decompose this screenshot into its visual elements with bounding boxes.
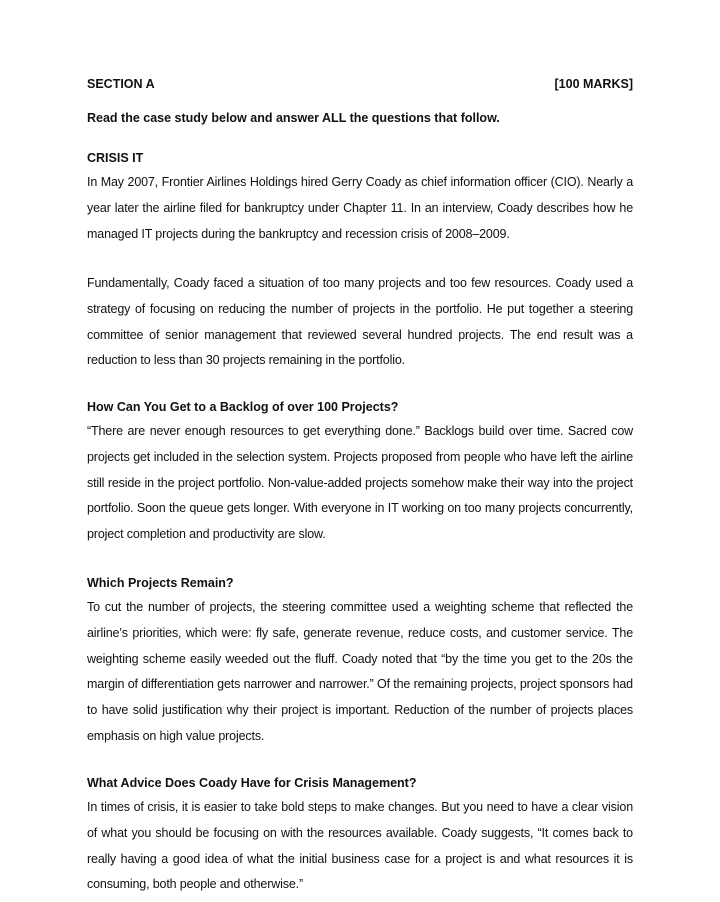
remaining-projects-paragraph: To cut the number of projects, the steering committee used a weighting scheme that reflected the airline’s priorities, which were: fly safe, generate revenue, reduce costs, and customer service. The weighting scheme easily weeded out the fluff. Coady noted that “by the time you get to the 20s the margin of differentiation gets narrower and narrower.” Of the remaining projects, project sponsors had to have solid justification why their project is important. Reduction of the number of projects places emphasis on high value projects. — [87, 600, 633, 743]
crisis-advice-heading: What Advice Does Coady Have for Crisis Management? — [87, 776, 417, 790]
backlog-section — [87, 397, 633, 548]
crisis-advice-paragraph: In times of crisis, it is easier to take bold steps to make changes. But you need to have a clear vision of what you should be focusing on with the resources available. Coady suggests, “It comes back to really having a good idea of what the initial business case for a project is and what resources it is consuming, both people and otherwise.” — [87, 800, 633, 892]
remaining-projects-section — [87, 573, 633, 750]
instruction-text: Read the case study below and answer ALL the questions that follow. — [87, 111, 500, 125]
case-study-title: CRISIS IT — [87, 151, 144, 165]
backlog-heading: How Can You Get to a Backlog of over 100 Projects? — [87, 400, 399, 414]
backlog-paragraph: “There are never enough resources to get everything done.” Backlogs build over time. Sacred cow projects get included in the selection system. Projects proposed from people who have left the airline still reside in the project portfolio. Non-value-added projects somehow make their way into the project portfolio. Soon the queue gets longer. With everyone in IT working on too many projects concurrently, project completion and productivity are slow. — [87, 424, 633, 542]
intro-paragraph: In May 2007, Frontier Airlines Holdings hired Gerry Coady as chief information officer (CIO). Nearly a year later the airline filed for bankruptcy under Chapter 11. In an interview, Coady describes how he managed IT projects during the bankruptcy and recession crisis of 2008–2009. — [87, 175, 633, 241]
fundamentals-paragraph: Fundamentally, Coady faced a situation of too many projects and too few resources. Coady used a strategy of focusing on reducing the number of projects in the portfolio. He put together a steering committee of senior management that reviewed several hundred projects. The end result was a reduction to less than 30 projects remaining in the portfolio. — [87, 276, 633, 368]
section-label: SECTION A — [87, 77, 155, 91]
crisis-advice-section — [87, 773, 633, 898]
section-header — [87, 74, 633, 94]
remaining-projects-heading: Which Projects Remain? — [87, 576, 234, 590]
fundamentals-block — [87, 271, 633, 374]
case-study-intro — [87, 148, 633, 247]
marks-label: [100 MARKS] — [554, 77, 633, 91]
